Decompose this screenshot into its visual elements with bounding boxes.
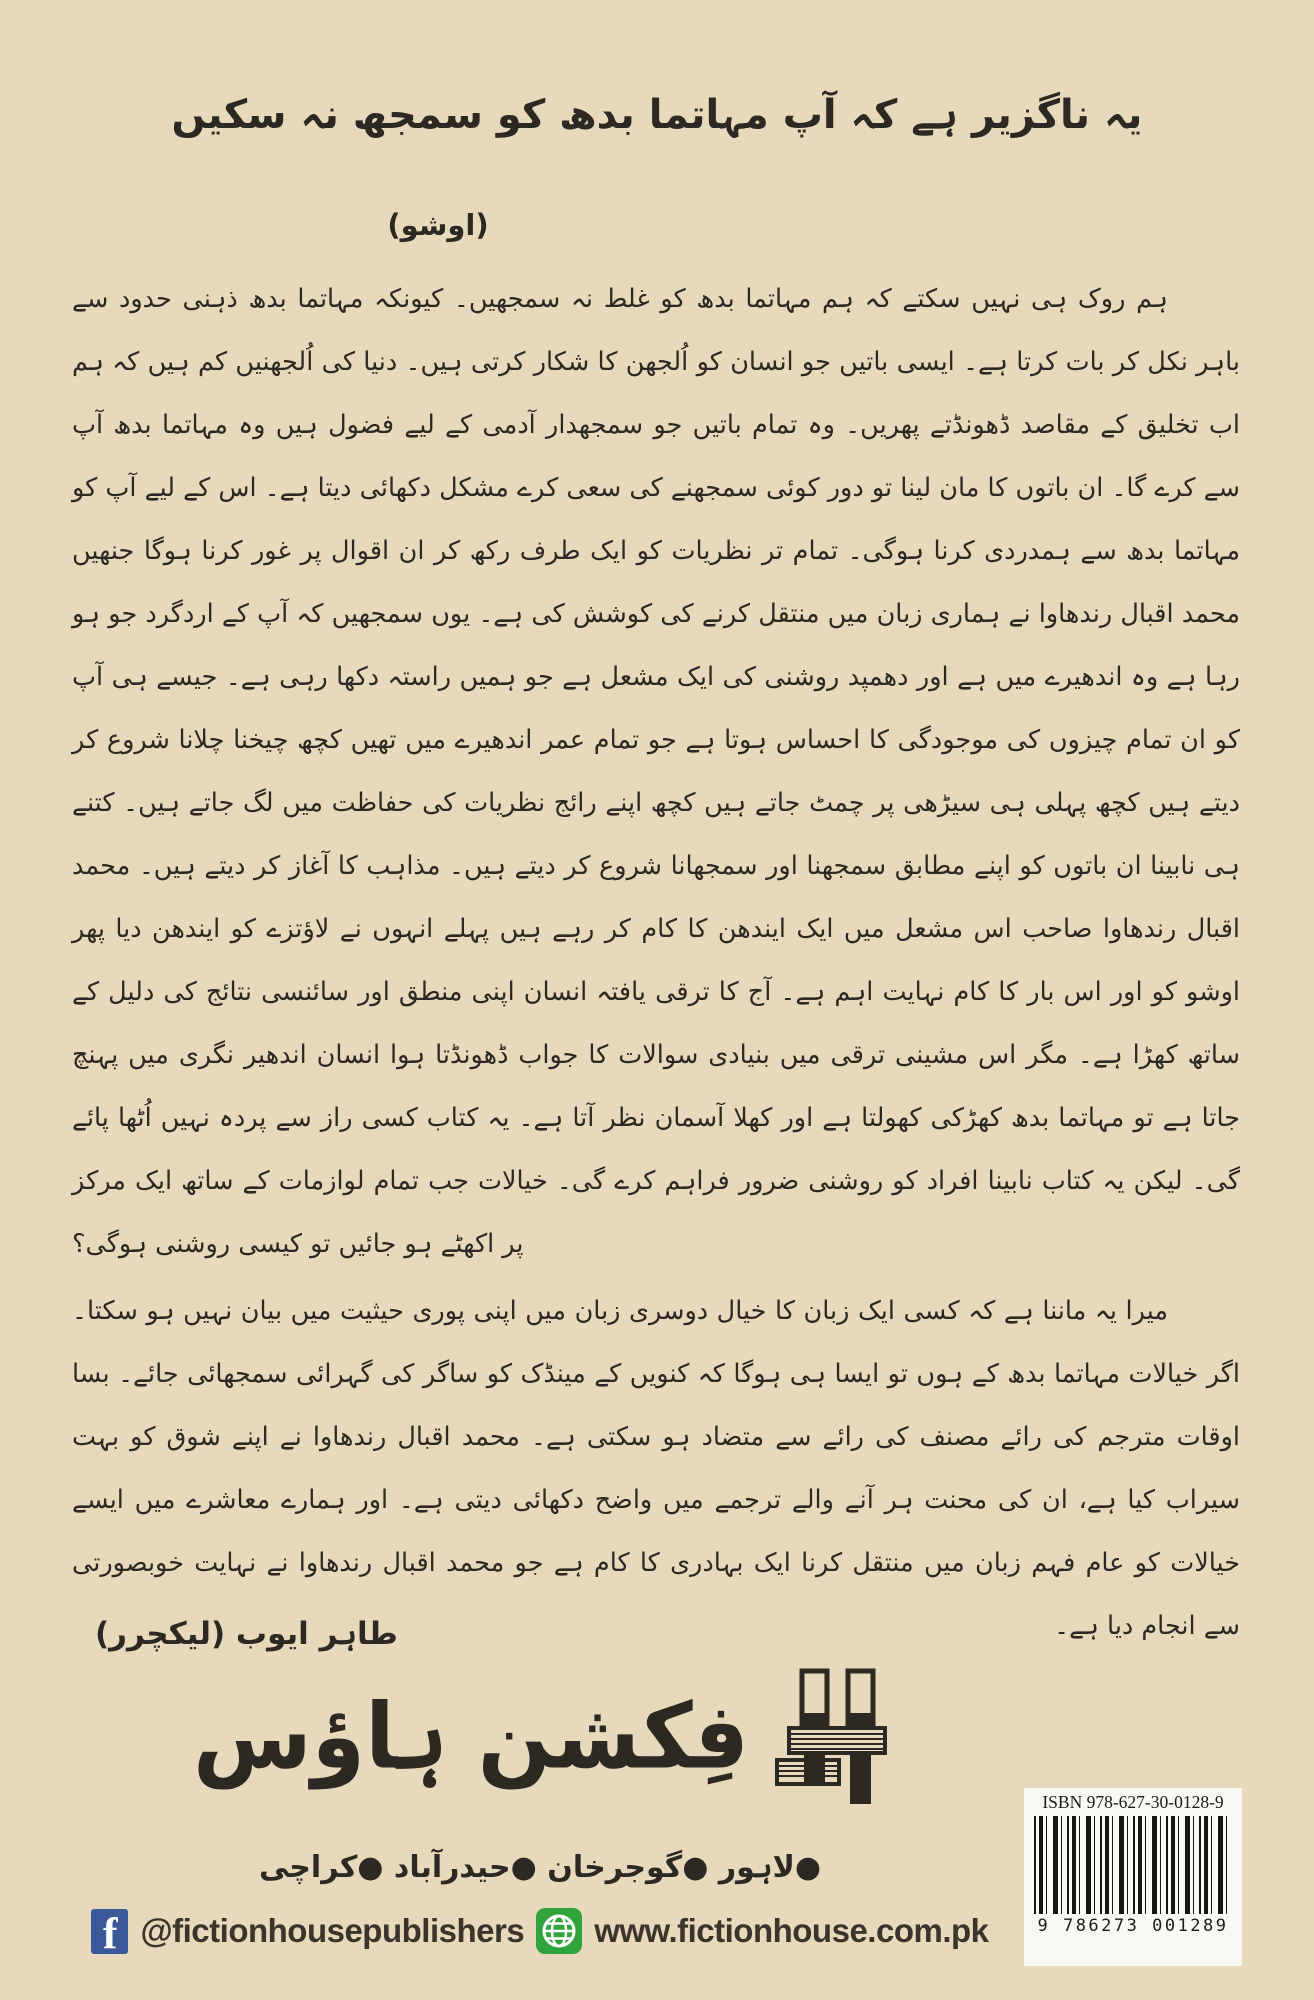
barcode-bars (1034, 1816, 1232, 1914)
review-paragraph-2: میرا یہ ماننا ہے کہ کسی ایک زبان کا خیال دوسری زبان میں اپنی پوری حیثیت میں بیان نہیں ہو سکتا۔ اگر خیالات مہاتما بدھ کے ہوں تو ایسا ہی ہوگا کہ کنویں کے مینڈک کو ساگر کی گہرائی سمجھائی جائے۔ بسا اوقات مترجم کی رائے مصنف کی رائے سے متضاد ہو سکتی ہے۔ محمد اقبال رندھاوا نے اپنے شوق کو بہت سیراب کیا ہے، ان کی محنت ہر آنے والے ترجمے میں واضح دکھائی دیتی ہے۔ اور ہمارے معاشرے میں ایسے خیالات کو عام فہم زبان میں منتقل کرنا ایک بہادری کا کام ہے جو محمد اقبال رندھاوا نے نہایت خوبصورتی سے انجام دیا ہے۔ (72, 1296, 1240, 1641)
isbn-label: ISBN 978-627-30-0128-9 (1042, 1792, 1224, 1812)
facebook-icon (91, 1909, 128, 1954)
facebook-handle: @fictionhousepublishers (140, 1912, 525, 1949)
review-text (72, 268, 1240, 1658)
quote-heading: یہ ناگزیر ہے کہ آپ مہاتما بدھ کو سمجھ نہ سکیں (171, 92, 1143, 138)
website-url: www.fictionhouse.com.pk (594, 1912, 989, 1949)
social-row (55, 1908, 1025, 1954)
quote-attribution: (اوشو) (387, 208, 489, 242)
publisher-cities: ●لاہور ●گوجرخان ●حیدرآباد ●کراچی (258, 1850, 822, 1885)
publisher-name: فِکشن ہاؤس (193, 1684, 749, 1790)
review-paragraph-1: ہم روک ہی نہیں سکتے کہ ہم مہاتما بدھ کو غلط نہ سمجھیں۔ کیونکہ مہاتما بدھ ذہنی حدود سے باہر نکل کر بات کرتا ہے۔ ایسی باتیں جو انسان کو اُلجھن کا شکار کرتی ہیں۔ دنیا کی اُلجھنیں کم ہیں کہ ہم اب تخلیق کے مقاصد ڈھونڈتے پھریں۔ وہ تمام باتیں جو سمجھدار آدمی کے لیے فضول ہیں وہ مہاتما بدھ آپ سے کرے گا۔ ان باتوں کا مان لینا تو دور کوئی سمجھنے کی سعی کرے مشکل دکھائی دیتا ہے۔ اس کے لیے آپ کو مہاتما بدھ سے ہمدردی کرنا ہوگی۔ تمام تر نظریات کو ایک طرف رکھ کر ان اقوال پر غور کرنا ہوگا جنھیں محمد اقبال رندھاوا نے ہماری زبان میں منتقل کرنے کی کوشش کی ہے۔ یوں سمجھیں کہ آپ کے اردگرد جو ہو رہا ہے وہ اندھیرے میں ہے اور دھمپد روشنی کی ایک مشعل ہے جو ہمیں راستہ دکھا رہی ہے۔ جیسے ہی آپ کو ان تمام چیزوں کی موجودگی کا احساس ہوتا ہے جو تمام عمر اندھیرے میں تھیں کچھ چیخنا چلانا شروع کر دیتے ہیں کچھ پہلی ہی سیڑھی پر چمٹ جاتے ہیں کچھ اپنے رائج نظریات کی حفاظت میں لگ جاتے ہیں۔ کتنے ہی نابینا ان باتوں کو اپنے مطابق سمجھنا اور سمجھانا شروع کر دیتے ہیں۔ مذاہب کا آغاز کر دیتے ہیں۔ محمد اقبال رندھاوا صاحب اس مشعل میں ایک ایندھن کا کام کر رہے ہیں پہلے انہوں نے لاؤتزے کو ایندھن دیا پھر اوشو کو اور اس بار کا کام نہایت اہم ہے۔ آج کا ترقی یافتہ انسان اپنی منطق اور سائنسی نتائج کی دلیل کے ساتھ کھڑا ہے۔ مگر اس مشینی ترقی میں بنیادی سوالات کا جواب ڈھونڈتا ہوا انسان اندھیر نگری میں پہنچ جاتا ہے تو مہاتما بدھ کھڑکی کھولتا ہے اور کھلا آسمان نظر آتا ہے۔ یہ کتاب کسی راز سے پردہ نہیں اُٹھا پائے گی۔ لیکن یہ کتاب نابینا افراد کو روشنی ضرور فراہم کرے گی۔ خیالات جب تمام لوازمات کے ساتھ ایک مرکز پر اکھٹے ہو جائیں تو کیسی روشنی ہوگی؟ (72, 284, 1240, 1259)
globe-icon (536, 1908, 582, 1954)
stacked-books-logo-icon (775, 1668, 887, 1806)
barcode-digits: 9 786273 001289 (1037, 1916, 1229, 1936)
reviewer-signature: طاہر ایوب (لیکچرر) (95, 1616, 398, 1652)
publisher-row (55, 1668, 1025, 1806)
isbn-barcode (1024, 1788, 1242, 1966)
